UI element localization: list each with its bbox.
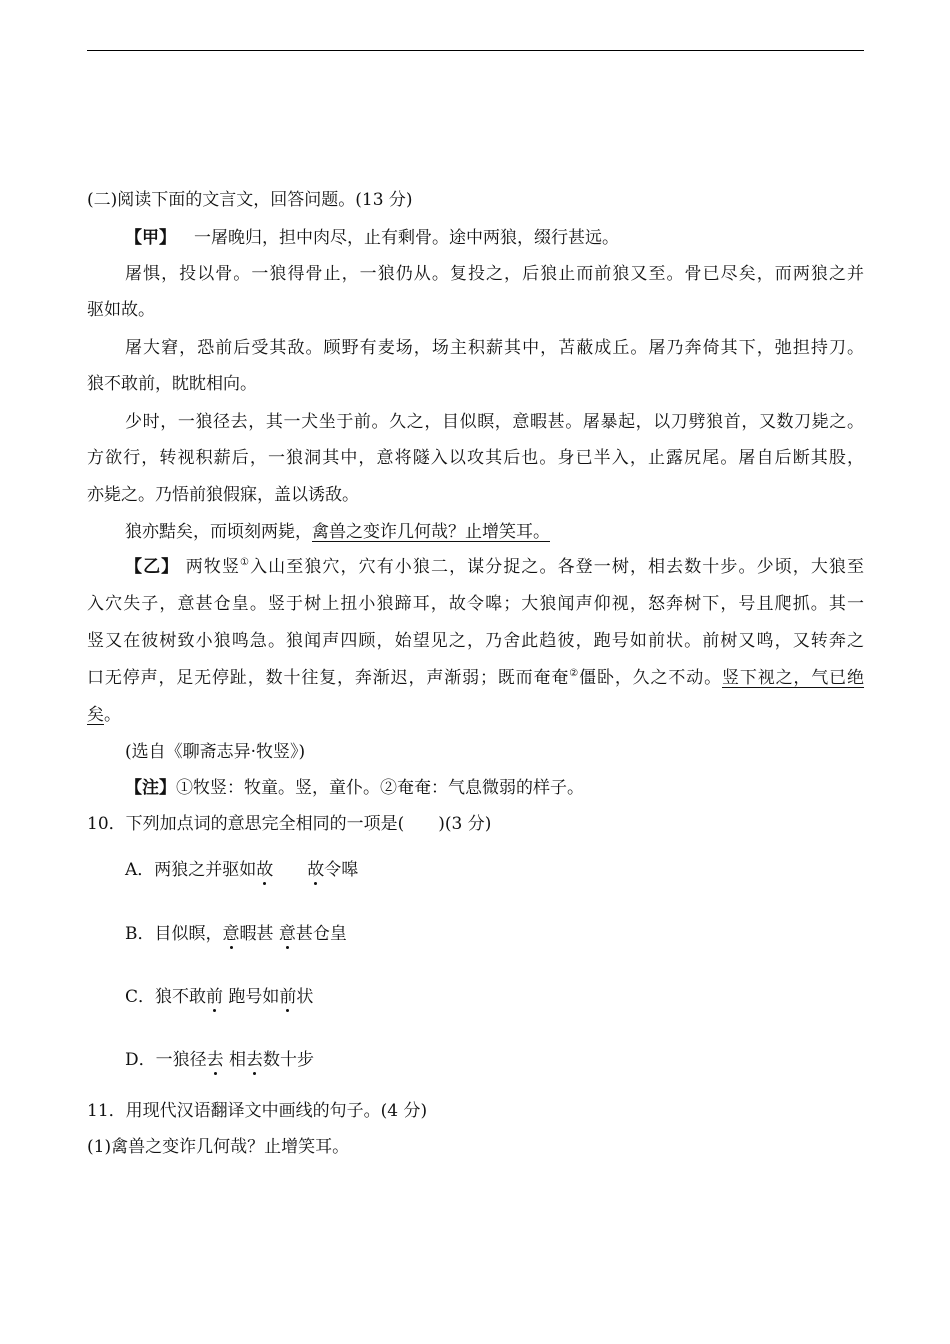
passage-note: 【注】①牧竖：牧童。竖，童仆。②奄奄：气息微弱的样子。 <box>125 778 584 798</box>
passage-yi-line4: 口无停声，足无停趾，数十往复，奔渐迟，声渐弱；既而奄奄②僵卧，久之不动。竖下视之，气已绝 <box>87 668 865 688</box>
passage-yi-line2: 入穴失子，意甚仓皇。竖于树上扭小狼蹄耳，故令嗥；大狼闻声仰视，怒奔树下，号且爬抓。其一 <box>87 594 864 614</box>
footnote-marker-1: ① <box>240 557 251 568</box>
passage-yi-line3: 竖又在彼树致小狼鸣急。狼闻声四顾，始望见之，乃舍此趋彼，跑号如前状。前树又鸣，又转奔之 <box>87 631 864 651</box>
passage-jia-tag: 【甲】 <box>125 228 176 248</box>
dotted-word: 故 <box>307 860 325 880</box>
question-10-option-b: B．目似瞑，意暇甚 意甚仓皇 <box>125 924 347 944</box>
passage-jia-para4-line1: 少时，一狼径去，其一犬坐于前。久之，目似瞑，意暇甚。屠暴起，以刀劈狼首，又数刀毙之。 <box>125 412 864 432</box>
dotted-word: 故 <box>256 860 274 880</box>
dotted-word: 意 <box>222 924 240 944</box>
dotted-word: 去 <box>206 1050 224 1070</box>
dotted-word: 前 <box>206 987 224 1007</box>
question-10-option-c: C．狼不敢前 跑号如前状 <box>125 987 314 1007</box>
passage-source: (选自《聊斋志异·牧竖》) <box>125 742 306 762</box>
passage-yi-line1: 【乙】 两牧竖①入山至狼穴，穴有小狼二，谋分捉之。各登一树，相去数十步。少顷，大狼至 <box>125 557 865 577</box>
question-11-stem: 11．用现代汉语翻译文中画线的句子。(4 分) <box>87 1101 428 1121</box>
question-10-option-d: D．一狼径去 相去数十步 <box>125 1050 315 1070</box>
question-11-item-1: (1)禽兽之变诈几何哉？止增笑耳。 <box>87 1137 350 1157</box>
header-rule <box>87 50 864 51</box>
dotted-word: 前 <box>279 987 297 1007</box>
passage-yi-tag: 【乙】 <box>125 557 180 577</box>
passage-jia-para2-line2: 驱如故。 <box>87 300 155 320</box>
question-10-option-a: A．两狼之并驱如故 故令嗥 <box>125 860 359 880</box>
section-heading: (二)阅读下面的文言文，回答问题。(13 分) <box>87 190 413 210</box>
passage-yi-line5: 矣。 <box>87 705 121 725</box>
footnote-marker-2: ② <box>569 668 580 679</box>
underlined-sentence-2: 竖下视之，气已绝 <box>721 668 865 688</box>
passage-jia-para3-line2: 狼不敢前，眈眈相向。 <box>87 374 257 394</box>
passage-jia-para2-line1: 屠惧，投以骨。一狼得骨止，一狼仍从。复投之，后狼止而前狼又至。骨已尽矣，而两狼之并 <box>125 264 864 284</box>
passage-jia-para3-line1: 屠大窘，恐前后受其敌。顾野有麦场，场主积薪其中，苫蔽成丘。屠乃奔倚其下，弛担持刀。 <box>125 338 864 358</box>
underlined-sentence-1: 禽兽之变诈几何哉？止增笑耳。 <box>312 522 550 542</box>
dotted-word: 去 <box>246 1050 264 1070</box>
passage-jia-para4-line3: 亦毙之。乃悟前狼假寐，盖以诱敌。 <box>87 485 359 505</box>
question-10-stem: 10．下列加点词的意思完全相同的一项是( )(3 分) <box>87 814 492 834</box>
dotted-word: 意 <box>278 924 296 944</box>
passage-jia-para5: 狼亦黠矣，而顷刻两毙，禽兽之变诈几何哉？止增笑耳。 <box>125 522 550 542</box>
passage-jia-para4-line2: 方欲行，转视积薪后，一狼洞其中，意将隧入以攻其后也。身已半入，止露尻尾。屠自后断其股， <box>87 448 864 468</box>
passage-jia-para1: 【甲】 一屠晚归，担中肉尽，止有剩骨。途中两狼，缀行甚远。 <box>125 228 619 248</box>
